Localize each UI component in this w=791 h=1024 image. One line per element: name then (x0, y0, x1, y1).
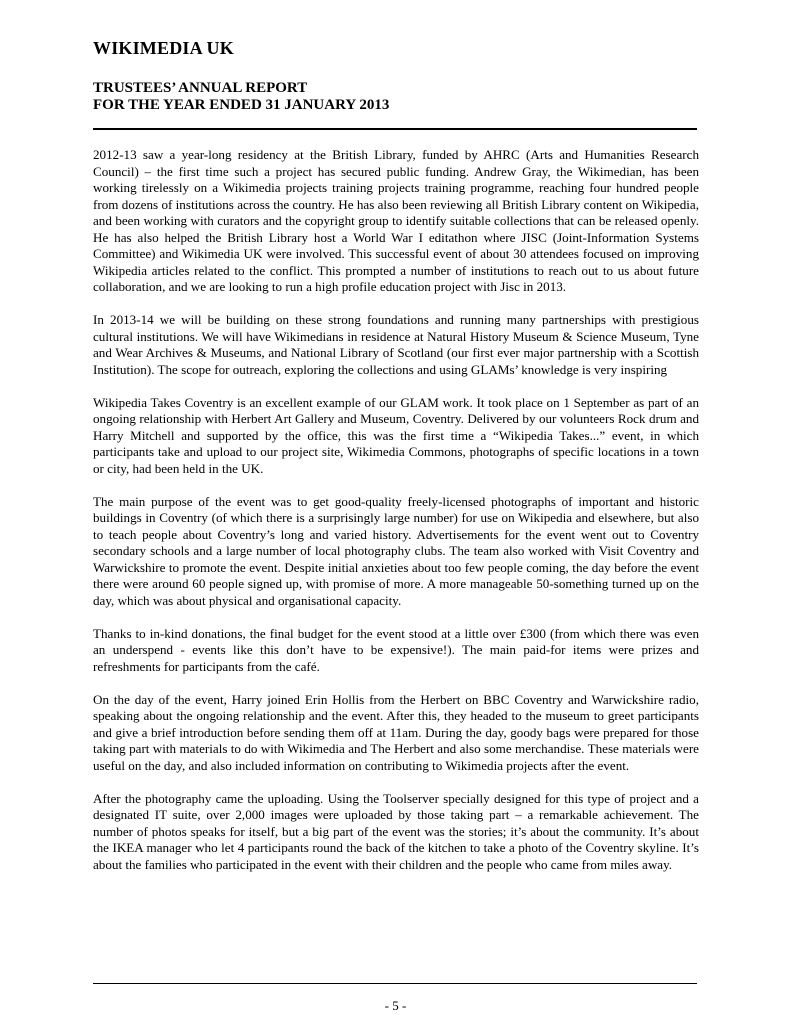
report-title-line-1: TRUSTEES’ ANNUAL REPORT (93, 80, 308, 96)
footer-divider (93, 983, 697, 984)
paragraph-uploading: After the photography came the uploading. Using the Toolserver specially designed for this type of project and a designated IT suite, over 2,000 images were uploaded by those taking part – a remarkable achievement. The number of photos speaks for itself, but a big part of the event was the stories; it’s about the community. It’s about the IKEA manager who let 4 participants round the back of the kitchen to take a photo of the Coventry skyline. It’s about the families who participated in the event with their children and the people who came from miles away. (93, 790, 699, 872)
paragraph-event-day: On the day of the event, Harry joined Erin Hollis from the Herbert on BBC Coventry and Warwickshire radio, speaking about the ongoing relationship and the event. After this, they headed to the museum to greet participants and give a brief introduction before sending them off at 11am. During the day, goody bags were prepared for those taking part with materials to do with Wikimedia and The Herbert and also some merchandise. These materials were useful on the day, and also included information on contributing to Wikimedia projects after the event. (93, 691, 699, 773)
header-divider (93, 128, 697, 130)
paragraph-wikipedia-takes-coventry: Wikipedia Takes Coventry is an excellent example of our GLAM work. It took place on 1 September as part of an ongoing relationship with Herbert Art Gallery and Museum, Coventry. Delivered by our volunteers Rock drum and Harry Mitchell and supported by the office, this was the first time a “Wikipedia Takes...” event, in which participants take and upload to our project site, Wikimedia Commons, photographs of specific locations in a town or city, had been held in the UK. (93, 394, 699, 476)
page-number: - 5 - (384, 998, 407, 1013)
report-title (93, 80, 389, 114)
report-body (93, 147, 699, 890)
report-title-line-2: FOR THE YEAR ENDED 31 JANUARY 2013 (93, 97, 390, 113)
organization-title: WIKIMEDIA UK (93, 38, 234, 58)
paragraph-event-budget: Thanks to in-kind donations, the final budget for the event stood at a little over £300 (from which there was even an underspend - events like this don’t have to be expensive!). The main paid-for items were prizes and refreshments for participants from the café. (93, 625, 699, 674)
paragraph-plans-2013-14: In 2013-14 we will be building on these strong foundations and running many partnerships with prestigious cultural institutions. We will have Wikimedians in residence at Natural History Museum & Science Museum, Tyne and Wear Archives & Museums, and National Library of Scotland (our first ever major partnership with a Scottish Institution). The scope for outreach, exploring the collections and using GLAMs’ knowledge is very inspiring (93, 312, 699, 377)
paragraph-event-purpose: The main purpose of the event was to get good-quality freely-licensed photographs of important and historic buildings in Coventry (of which there is a surprisingly large number) for use on Wikipedia and elsewhere, but also to teach people about Coventry’s long and varied history. Advertisements for the event went out to Coventry secondary schools and a large number of local photography clubs. The team also worked with Visit Coventry and Warwickshire to promote the event. Despite initial anxieties about too few people coming, the day before the event there were around 60 people signed up, with promise of more. A more manageable 50-something turned up on the day, which was about physical and organisational capacity. (93, 493, 699, 608)
paragraph-british-library-residency: 2012-13 saw a year-long residency at the British Library, funded by AHRC (Arts and Humanities Research Council) – the first time such a project has secured public funding. Andrew Gray, the Wikimedian, has been working tirelessly on a Wikimedia projects training projects training programme, reaching four hundred people from dozens of institutions across the country. He has also been reviewing all British Library content on Wikipedia, and been working with curators and the copyright group to identify suitable collections that can be released openly. He has also helped the British Library host a World War I editathon where JISC (Joint-Information Systems Committee) and Wikimedia UK were involved. This successful event of about 30 attendees focused on improving Wikipedia articles related to the conflict. This prompted a number of institutions to reach out to us about future collaboration, and we are looking to run a high profile education project with Jisc in 2013. (93, 147, 699, 294)
